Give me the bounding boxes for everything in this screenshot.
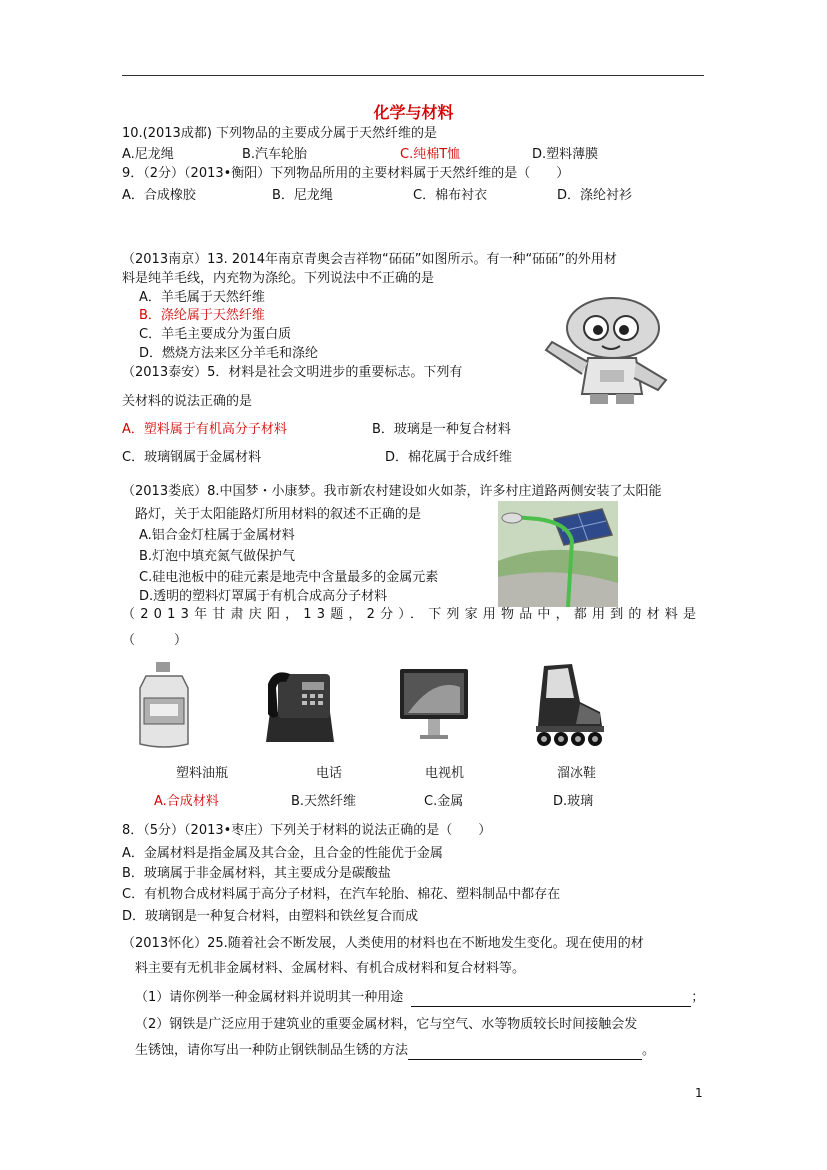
q9-option-b: B．尼龙绳 <box>272 188 333 203</box>
item-oil-bottle-label: 塑料油瓶 <box>176 766 229 781</box>
q25-sub2-line1: （2）钢铁是广泛应用于建筑业的重要金属材料，它与空气、水等物质较长时间接触会发 <box>135 1017 638 1032</box>
solar-street-light-image <box>498 501 618 607</box>
q25-sub2-line2 <box>135 1042 655 1060</box>
q8a-option-b: B.灯泡中填充氮气做保护气 <box>139 549 296 564</box>
q8a-line2: 路灯，关于太阳能路灯所用材料的叙述不正确的是 <box>135 507 422 522</box>
q10-option-c: C.纯棉T恤 <box>400 147 461 162</box>
item-television-label: 电视机 <box>425 766 465 781</box>
q8b-option-d: D．玻璃钢是一种复合材料，由塑料和铁丝复合而成 <box>122 909 419 924</box>
q13-option-b: B．涤纶属于天然纤维 <box>139 308 265 323</box>
q25-line1: （2013怀化）25.随着社会不断发展，人类使用的材料也在不断地发生变化。现在使用的材 <box>122 936 644 951</box>
telephone-image <box>264 668 336 748</box>
q25-sub2-end: 。 <box>642 1043 656 1058</box>
q8b-stem: 8．（5分）（2013•枣庄）下列关于材料的说法正确的是（ ） <box>122 823 492 838</box>
q10-option-d: D.塑料薄膜 <box>532 147 599 162</box>
q25-sub1 <box>135 989 704 1007</box>
q10-option-a: A.尼龙绳 <box>122 147 174 162</box>
q9-option-c: C．棉布衬衣 <box>413 188 488 203</box>
q10-option-b: B.汽车轮胎 <box>242 147 308 162</box>
q13g-line2: （ ） <box>122 633 188 648</box>
q8a-option-c: C.硅电池板中的硅元素是地壳中含量最多的金属元素 <box>139 570 439 585</box>
q9-option-d: D．涤纶衬衫 <box>557 188 633 203</box>
q25-sub1-end: ； <box>691 990 705 1005</box>
q25-sub1-answer-blank[interactable] <box>411 992 691 1007</box>
q13-option-c: C．羊毛主要成分为蛋白质 <box>139 327 292 342</box>
q5-line2: 关材料的说法正确的是 <box>122 394 253 409</box>
q25-sub1-text: （1）请你例举一种金属材料并说明其一种用途 <box>135 990 404 1005</box>
q13-option-d: D．燃烧方法来区分羊毛和涤纶 <box>139 346 319 361</box>
q13g-option-a: A.合成材料 <box>154 794 219 809</box>
q5-option-a: A．塑料属于有机高分子材料 <box>122 422 287 437</box>
q25-sub2-text: 生锈蚀，请你写出一种防止钢铁制品生锈的方法 <box>135 1043 409 1058</box>
q5-option-d: D．棉花属于合成纤维 <box>385 450 513 465</box>
q13g-option-c: C.金属 <box>424 794 464 809</box>
q8a-option-d: D.透明的塑料灯罩属于有机合成高分子材料 <box>139 589 388 604</box>
q13-option-a: A．羊毛属于天然纤维 <box>139 290 265 305</box>
q5-option-c: C．玻璃钢属于金属材料 <box>122 450 262 465</box>
header-rule <box>122 75 704 76</box>
q25-line2: 料主要有无机非金属材料、金属材料、有机合成材料和复合材料等。 <box>135 961 526 976</box>
q8a-option-a: A.铝合金灯柱属于金属材料 <box>139 528 295 543</box>
q5-line1: （2013泰安）5．材料是社会文明进步的重要标志。下列有 <box>122 365 463 380</box>
q13-line1: （2013南京）13. 2014年南京青奥会吉祥物“砳砳”如图所示。有一种“砳砳”的外用材 <box>122 252 617 267</box>
page-title: 化学与材料 <box>373 103 454 122</box>
q5-option-b: B．玻璃是一种复合材料 <box>372 422 511 437</box>
q8b-option-a: A．金属材料是指金属及其合金，且合金的性能优于金属 <box>122 846 443 861</box>
q13g-line1: （2013年甘肃庆阳，13题，2分）．下列家用物品中，都用到的材料是 <box>122 607 702 622</box>
oil-bottle-image <box>136 662 192 748</box>
q25-sub2-answer-blank[interactable] <box>408 1045 642 1060</box>
q8a-line1: （2013娄底）8.中国梦・小康梦。我市新农村建设如火如荼，许多村庄道路两侧安装了太阳能 <box>122 484 662 499</box>
mascot-image <box>538 290 680 406</box>
q8b-option-c: C．有机物合成材料属于高分子材料，在汽车轮胎、棉花、塑料制品中都存在 <box>122 887 561 902</box>
roller-skate-image <box>530 662 608 748</box>
q13-line2: 料是纯羊毛线，内充物为涤纶。下列说法中不正确的是 <box>122 271 435 286</box>
q8b-option-b: B．玻璃属于非金属材料，其主要成分是碳酸盐 <box>122 866 391 881</box>
q10-stem: 10.(2013成都) 下列物品的主要成分属于天然纤维的是 <box>122 126 438 141</box>
q9-stem: 9．（2分）（2013•衡阳）下列物品所用的主要材料属于天然纤维的是（ ） <box>122 166 570 181</box>
q9-option-a: A．合成橡胶 <box>122 188 196 203</box>
q13g-option-d: D.玻璃 <box>553 794 594 809</box>
item-roller-skate-label: 溜冰鞋 <box>557 766 597 781</box>
page-number: 1 <box>695 1086 703 1100</box>
q13g-option-b: B.天然纤维 <box>291 794 357 809</box>
item-telephone-label: 电话 <box>316 766 343 781</box>
television-image <box>398 667 470 747</box>
